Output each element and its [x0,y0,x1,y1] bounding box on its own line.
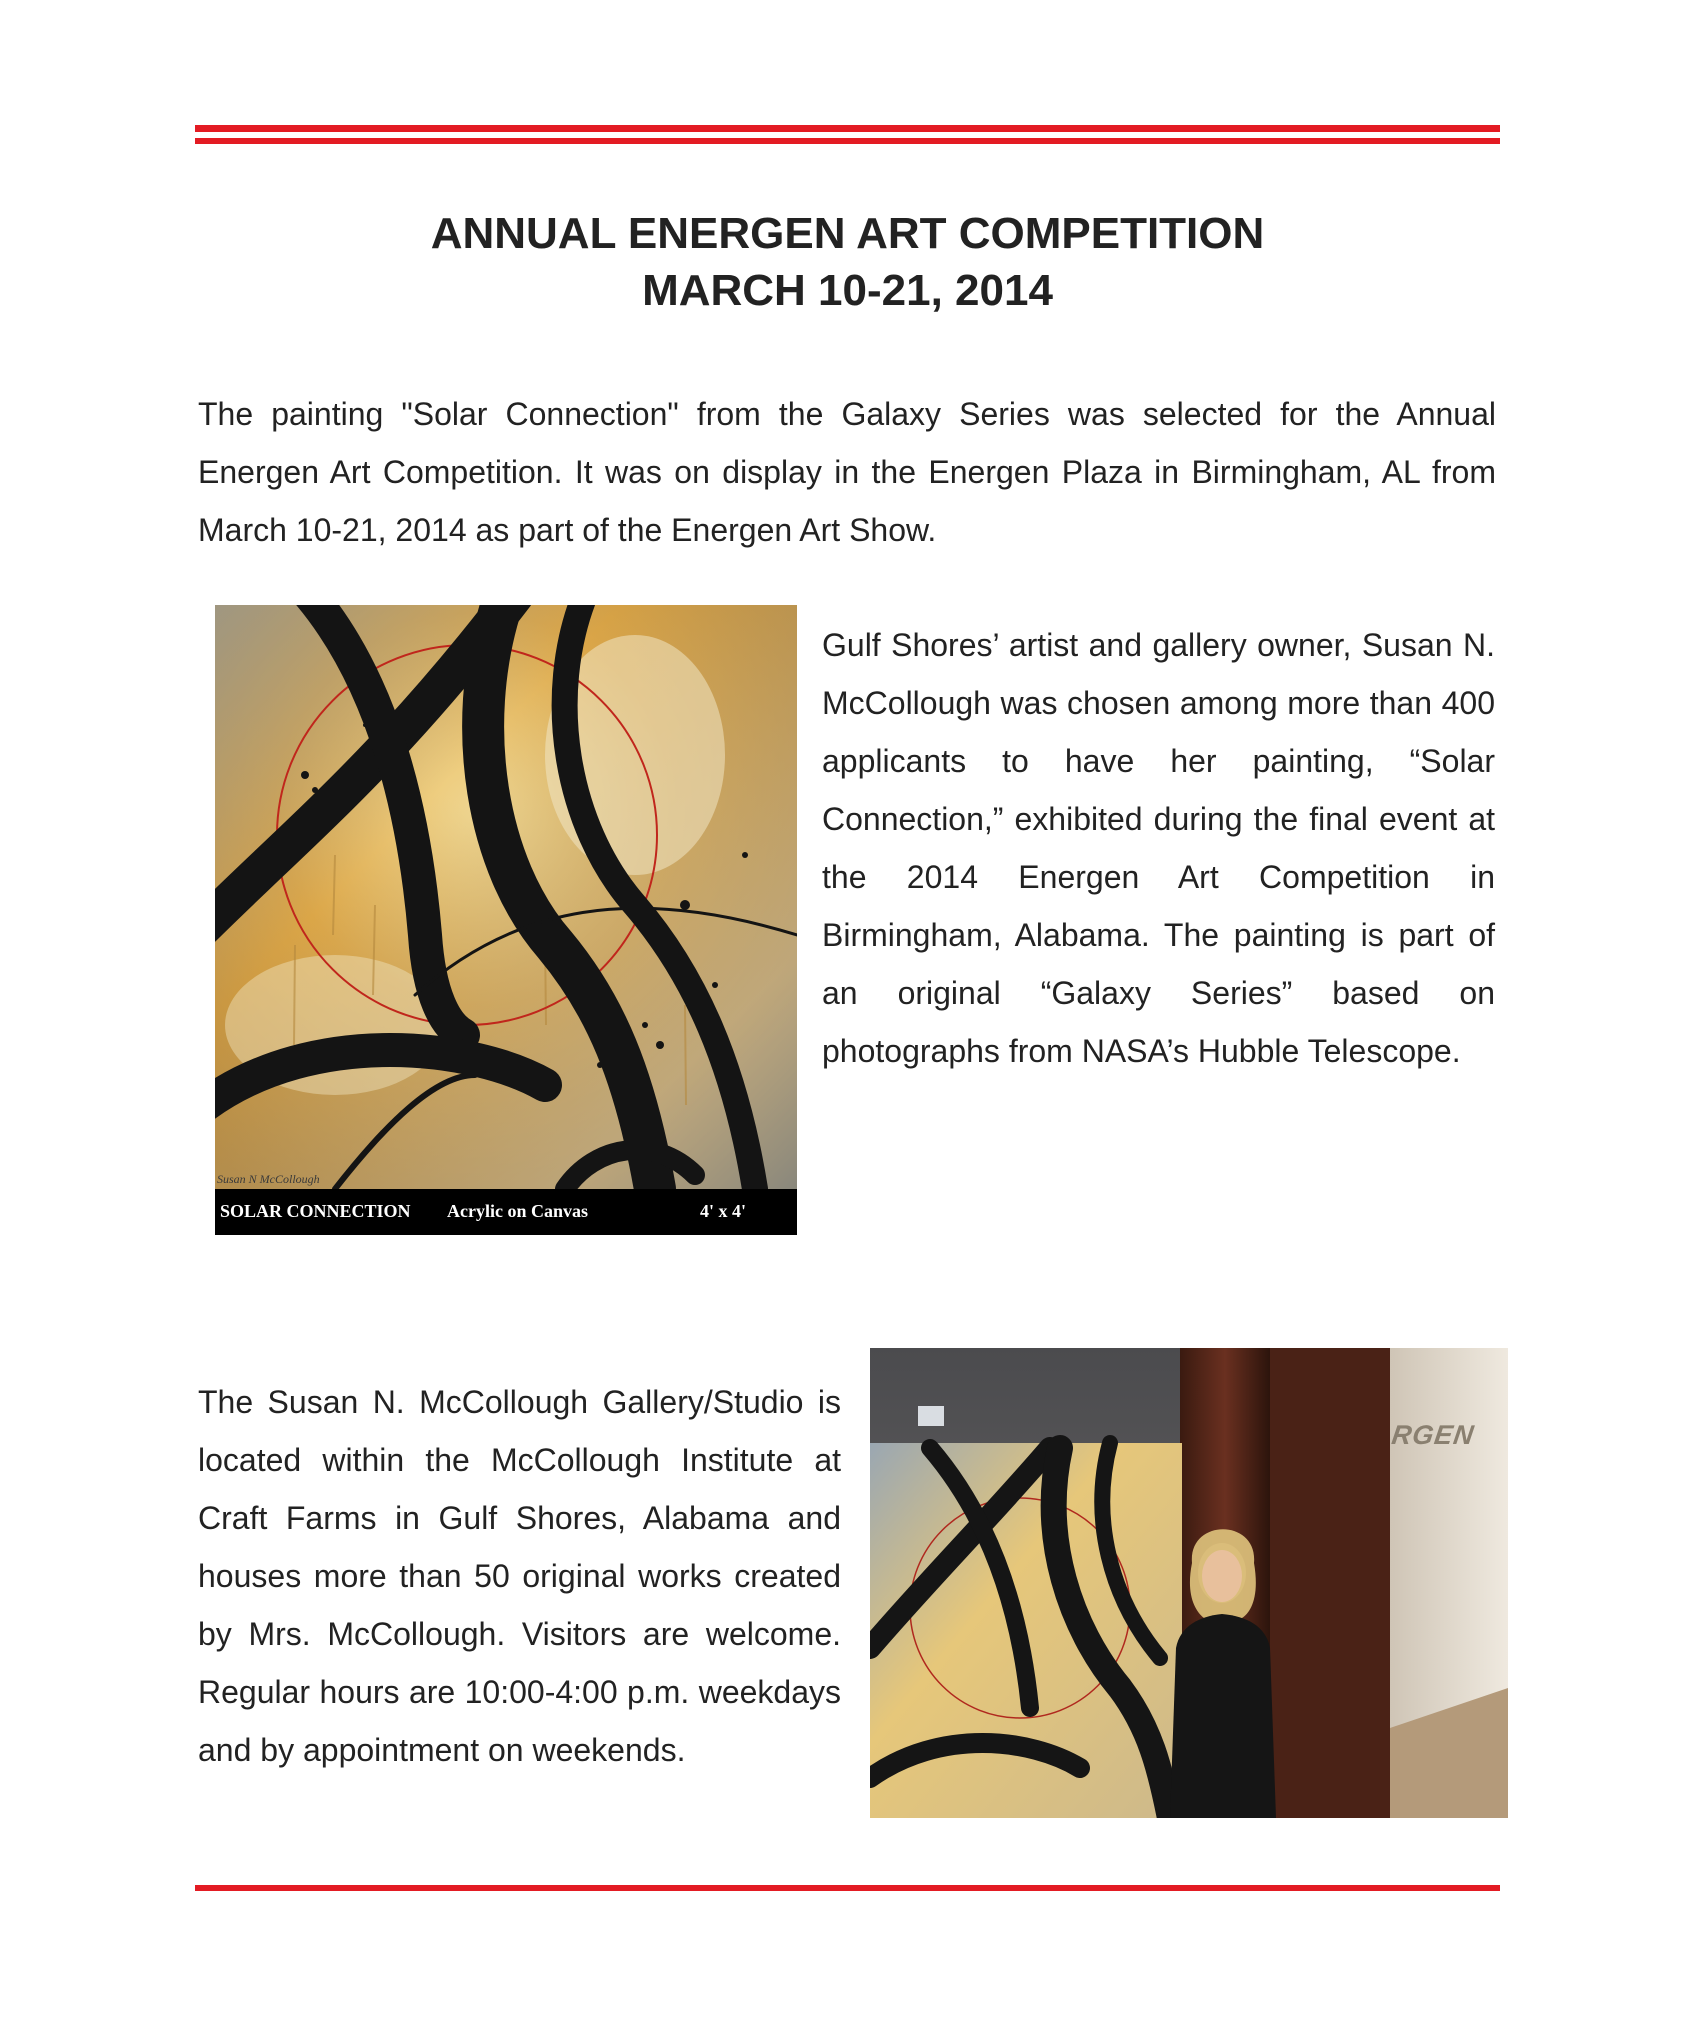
gallery-paragraph: The Susan N. McCollough Gallery/Studio is located within the McCollough Institute at Craft Farms in Gulf Shores, Alabama and houses more than 50 original works created by Mrs. McCollough. Visitors are welcome. Regular hours are 10:00-4:00 p.m. weekdays and by appointment on weekends. [198,1384,841,1768]
bottom-rule [195,1885,1500,1891]
painting-image [215,605,797,1235]
exhibit-painting-on-wall [870,1443,1182,1818]
top-rule-thick [195,125,1500,132]
caption-size: 4' x 4' [700,1201,747,1221]
exhibit-photo [870,1348,1508,1818]
top-rule-thin [195,138,1500,144]
caption-title: SOLAR CONNECTION [220,1201,411,1221]
page-date: MARCH 10-21, 2014 [642,266,1053,315]
caption-medium: Acrylic on Canvas [447,1201,588,1221]
artist-paragraph: Gulf Shores’ artist and gallery owner, Susan N. McCollough was chosen among more than 400 applicants to have her painting, “Solar Connection,” exhibited during the final event at the 2014 Energen Art Competition in Birmingham, Alabama. The painting is part of an original “Galaxy Series” based on photographs from NASA’s Hubble Telescope. [822,627,1495,1069]
intro-paragraph: The painting "Solar Connection" from the Galaxy Series was selected for the Annual Energen Art Competition. It was on display in the Energen Plaza in Birmingham, AL from March 10-21, 2014 as part of the Energen Art Show. [198,396,1496,548]
page-title: ANNUAL ENERGEN ART COMPETITION [430,209,1265,258]
svg-text:Susan N McCollough: Susan N McCollough [217,1172,320,1186]
painting-caption [215,1189,797,1235]
painting-artwork [215,605,797,1189]
exhibit-photo-scene [870,1348,1508,1818]
wall-sign: RGEN [1389,1420,1477,1450]
